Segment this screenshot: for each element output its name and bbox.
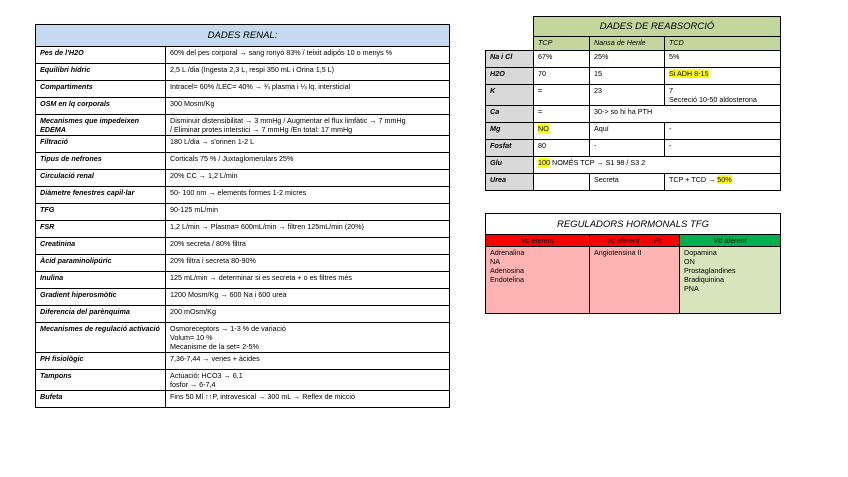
row-label: Diferencia del parènquima bbox=[36, 306, 166, 323]
renal-data-table bbox=[35, 24, 450, 408]
angiotensin-cell: Angiotensina II bbox=[590, 247, 680, 314]
cell: 23 bbox=[590, 85, 665, 106]
vasoconstrictors-list: Adrenalina NA Adenosina Endotelina bbox=[486, 247, 590, 314]
cell: 15 bbox=[590, 68, 665, 85]
cell bbox=[534, 174, 590, 191]
highlight-100: 100 bbox=[538, 158, 550, 167]
reabsorption-table bbox=[485, 16, 781, 191]
reab-row bbox=[486, 85, 781, 106]
reab-row bbox=[486, 106, 781, 123]
row-label: Ca bbox=[486, 106, 534, 123]
row-value: 2,5 L /dia (Ingesta 2,3 L, respi 350 mL i Orina 1,5 L) bbox=[166, 64, 450, 81]
row-label: Diàmetre fenestres capil·lar bbox=[36, 187, 166, 204]
row-label: Bufeta bbox=[36, 391, 166, 408]
row-value: 20% filtra i secreta 80-90% bbox=[166, 255, 450, 272]
col-header-tcd: TCD bbox=[665, 37, 781, 51]
renal-row bbox=[36, 289, 450, 306]
cell: - bbox=[665, 140, 781, 157]
reab-row bbox=[486, 157, 781, 174]
renal-row bbox=[36, 221, 450, 238]
row-value: 125 mL/min → determinar si es secreta + o es filtres més bbox=[166, 272, 450, 289]
cell: 67% bbox=[534, 51, 590, 68]
cell: - bbox=[590, 140, 665, 157]
renal-row bbox=[36, 98, 450, 115]
cell: 25% bbox=[590, 51, 665, 68]
row-label: Mg bbox=[486, 123, 534, 140]
hormonal-title: REGULADORS HORMONALS TFG bbox=[486, 214, 781, 235]
cell bbox=[534, 157, 781, 174]
renal-row bbox=[36, 272, 450, 289]
col-header-vd-aferent: Vd aferent bbox=[680, 235, 781, 247]
cell bbox=[665, 174, 781, 191]
renal-row bbox=[36, 370, 450, 391]
renal-row bbox=[36, 391, 450, 408]
reabsorption-title: DADES DE REABSORCIÓ bbox=[534, 17, 781, 37]
row-label: Gradient hiperosmòtic bbox=[36, 289, 166, 306]
row-value: 90-125 mL/min bbox=[166, 204, 450, 221]
cell: = bbox=[534, 85, 590, 106]
row-label: Fosfat bbox=[486, 140, 534, 157]
row-label: Glu bbox=[486, 157, 534, 174]
cell-text: NOMÉS TCP → S1 98 / S3 2 bbox=[552, 158, 646, 167]
cell bbox=[665, 68, 781, 85]
row-label: Mecanismes que impedeixen EDEMA bbox=[36, 115, 166, 136]
row-label: Inulina bbox=[36, 272, 166, 289]
renal-row bbox=[36, 136, 450, 153]
renal-title: DADES RENAL: bbox=[36, 25, 450, 47]
vasodilators-list: Dopamina ON Prostaglandines Bradiquinina PNA bbox=[680, 247, 781, 314]
renal-row bbox=[36, 153, 450, 170]
row-label: Equilibri hídric bbox=[36, 64, 166, 81]
row-label: Circulació renal bbox=[36, 170, 166, 187]
row-value: Disminuir distensibilitat → 3 mmHg / Augmentar el flux limfàtic → 7 mmHg / Eliminar protes interstici → 7 mmHg /En total: 17 mmHg bbox=[166, 115, 450, 136]
reab-row bbox=[486, 123, 781, 140]
row-label: PH fisiològic bbox=[36, 353, 166, 370]
highlight-50: 50% bbox=[717, 175, 732, 184]
row-label: Urea bbox=[486, 174, 534, 191]
row-value: 60% del pes corporal → sang ronyó 83% / teixit adipós 10 o menys % bbox=[166, 47, 450, 64]
row-value: Intracel= 60% /LEC= 40% → ¾ plasma i ¼ lq. intersticial bbox=[166, 81, 450, 98]
row-value: 200 mOsm/Kg bbox=[166, 306, 450, 323]
row-label: OSM en lq corporals bbox=[36, 98, 166, 115]
renal-row bbox=[36, 47, 450, 64]
cell bbox=[534, 123, 590, 140]
col-header-vc-eferent-pc: Vc eferent → ↑Pc bbox=[590, 235, 680, 247]
renal-row bbox=[36, 255, 450, 272]
renal-row bbox=[36, 238, 450, 255]
reab-row bbox=[486, 68, 781, 85]
renal-row bbox=[36, 170, 450, 187]
renal-row bbox=[36, 115, 450, 136]
row-value: 180 L/dia → s'orinen 1-2 L bbox=[166, 136, 450, 153]
row-value: 20% CC → 1,2 L/min bbox=[166, 170, 450, 187]
renal-row bbox=[36, 306, 450, 323]
cell: Aquí bbox=[590, 123, 665, 140]
row-value: 1200 Mosm/Kg → 600 Na i 600 urea bbox=[166, 289, 450, 306]
row-label: Tipus de nefrones bbox=[36, 153, 166, 170]
row-label: Creatinina bbox=[36, 238, 166, 255]
row-value: 50- 100 nm → elements formes 1-2 micres bbox=[166, 187, 450, 204]
col-header-vc-eferent: Vc eferent bbox=[486, 235, 590, 247]
row-value: Osmoreceptors → 1-3 % de variació Volum= 10 % Mecanisme de la set= 2-5% bbox=[166, 323, 450, 353]
row-value: Corticals 75 % / Juxtaglomerulars 25% bbox=[166, 153, 450, 170]
highlight-no: NO bbox=[538, 124, 549, 133]
reab-row bbox=[486, 140, 781, 157]
row-label: Na i Cl bbox=[486, 51, 534, 68]
renal-row bbox=[36, 353, 450, 370]
col-header-tcp: TCP bbox=[534, 37, 590, 51]
reab-row bbox=[486, 174, 781, 191]
row-value: 7,36-7,44 → venes + àcides bbox=[166, 353, 450, 370]
cell: 70 bbox=[534, 68, 590, 85]
row-value: Fins 50 Ml ↑↑P, intravesical → 300 mL → Reflex de micció bbox=[166, 391, 450, 408]
cell: 80 bbox=[534, 140, 590, 157]
row-label: K bbox=[486, 85, 534, 106]
row-label: Mecanismes de regulació activació bbox=[36, 323, 166, 353]
row-label: H2O bbox=[486, 68, 534, 85]
row-value: Actuació: HCO3 → 6,1 fosfor → 6-7,4 bbox=[166, 370, 450, 391]
cell: = bbox=[534, 106, 590, 123]
cell: 5% bbox=[665, 51, 781, 68]
row-label: Pes de l'H2O bbox=[36, 47, 166, 64]
col-header-henle: Nansa de Henle bbox=[590, 37, 665, 51]
row-label: Filtració bbox=[36, 136, 166, 153]
renal-row bbox=[36, 323, 450, 353]
row-value: 300 Mosm/Kg bbox=[166, 98, 450, 115]
reab-row bbox=[486, 51, 781, 68]
cell: Secreta bbox=[590, 174, 665, 191]
cell: 30-> so hi ha PTH bbox=[590, 106, 781, 123]
row-label: Àcid paraminolipúric bbox=[36, 255, 166, 272]
row-value: 1,2 L/min → Plasma= 600mL/min → filtren 125mL/min (20%) bbox=[166, 221, 450, 238]
cell: - bbox=[665, 123, 781, 140]
renal-row bbox=[36, 204, 450, 221]
renal-row bbox=[36, 187, 450, 204]
row-label: Tampons bbox=[36, 370, 166, 391]
row-label: TFG bbox=[36, 204, 166, 221]
row-value: 20% secreta / 80% filtra bbox=[166, 238, 450, 255]
hormonal-regulators-table bbox=[485, 213, 781, 314]
renal-row bbox=[36, 64, 450, 81]
cell: 7 Secreció 10-50 aldosterona bbox=[665, 85, 781, 106]
renal-row bbox=[36, 81, 450, 98]
cell-text: TCP + TCD → bbox=[669, 175, 718, 184]
row-label: Compartiments bbox=[36, 81, 166, 98]
row-label: FSR bbox=[36, 221, 166, 238]
highlight-adh: Si ADH 8-15 bbox=[669, 69, 709, 78]
